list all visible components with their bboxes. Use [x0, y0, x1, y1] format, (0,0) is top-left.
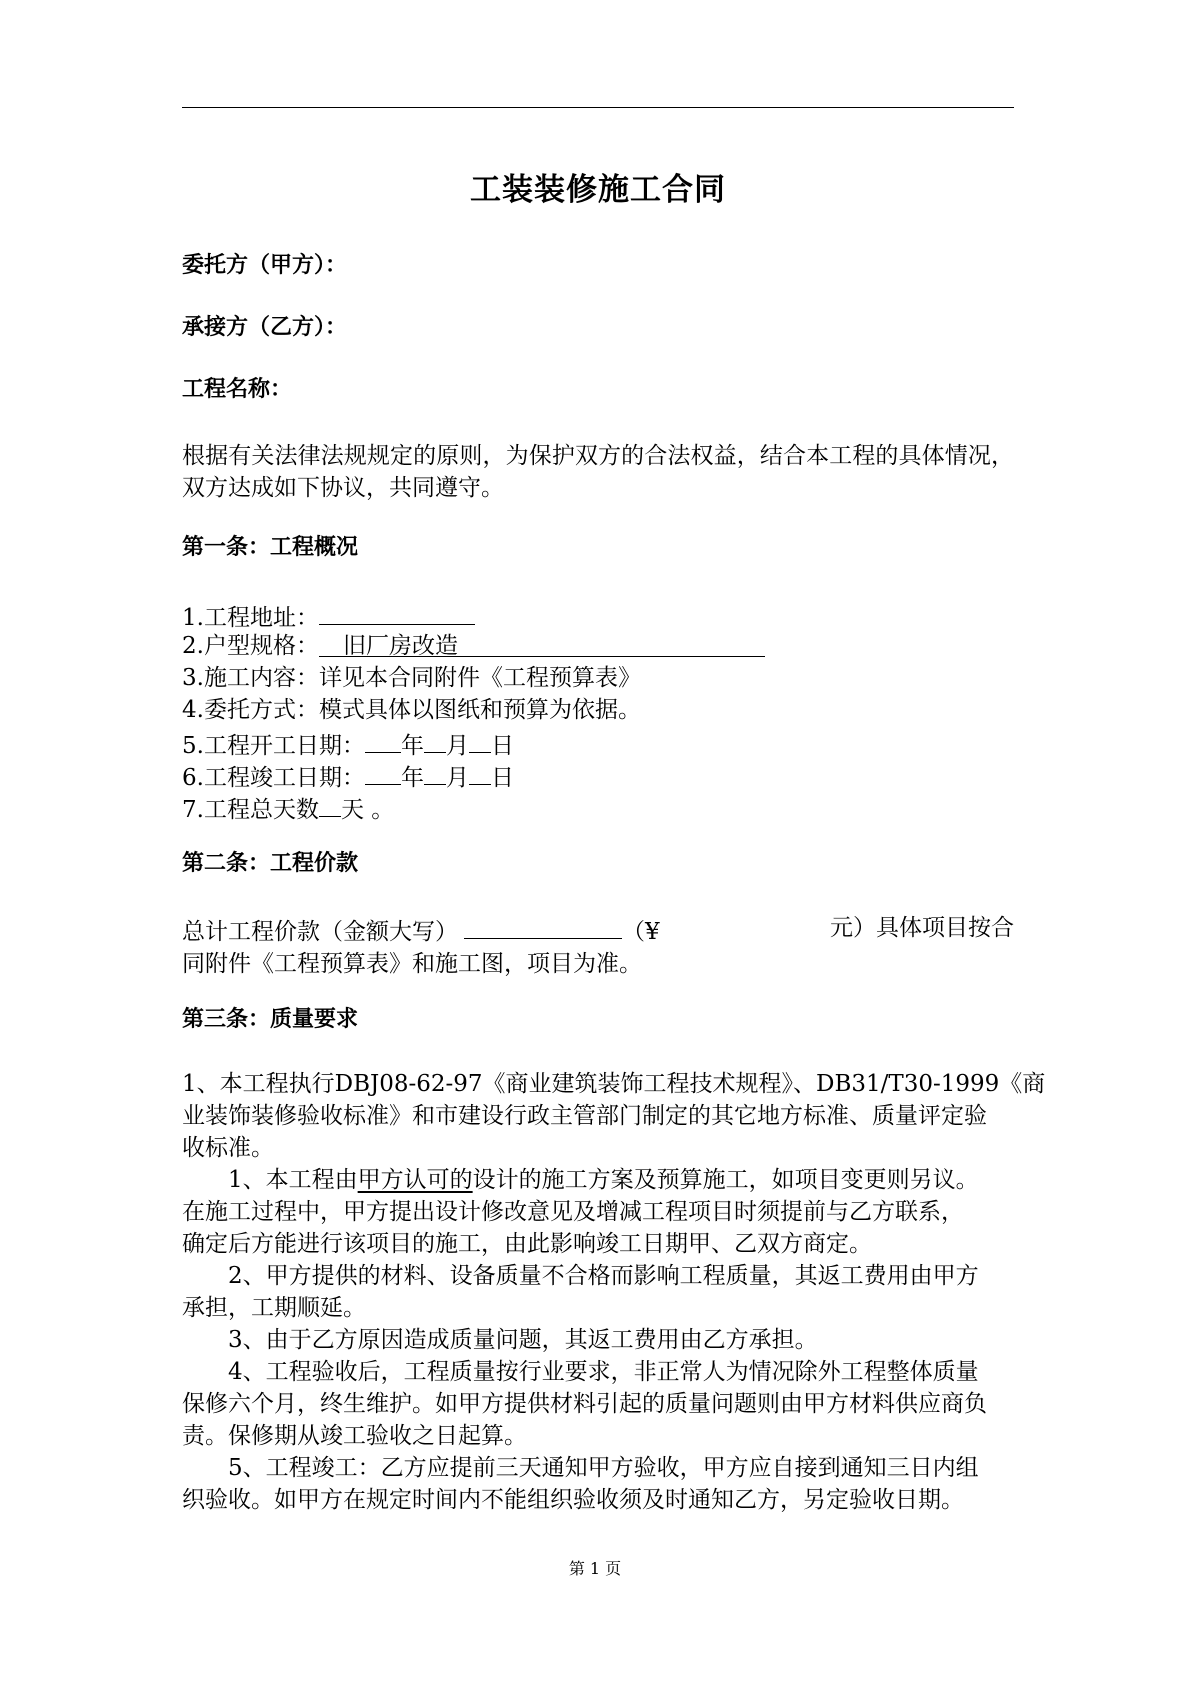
header-rule: [182, 107, 1014, 108]
price-yuan-open: （¥: [622, 919, 660, 945]
end-month-unit: 月: [445, 765, 469, 791]
start-year-unit: 年: [400, 733, 424, 759]
layout-blank: [319, 630, 765, 657]
article3-clauses: [182, 1068, 1046, 1516]
clause0-line2: 业装饰装修验收标准》和市建设行政主管部门制定的其它地方标准、质量评定验: [182, 1103, 987, 1129]
start-month-blank: [424, 726, 446, 753]
end-month-blank: [424, 758, 446, 785]
article2-paragraph: [182, 912, 1014, 980]
start-date-line: [182, 726, 1014, 758]
clause4-line2: 保修六个月，终生维护。如甲方提供材料引起的质量问题则由甲方材料供应商负: [182, 1391, 987, 1417]
start-day-unit: 日: [490, 733, 514, 759]
clause1-underlined: 甲方认可的: [357, 1167, 473, 1193]
layout-label: 2.户型规格：: [182, 633, 319, 659]
total-days-unit: 天 。: [340, 797, 395, 823]
clause3-line1: 3、由于乙方原因造成质量问题，其返工费用由乙方承担。: [228, 1327, 818, 1353]
clause5-line2: 织验收。如甲方在规定时间内不能组织验收须及时通知乙方，另定验收日期。: [182, 1487, 964, 1513]
content-line: 3.施工内容：详见本合同附件《工程预算表》: [182, 665, 641, 691]
price-line: [182, 912, 1014, 948]
end-day-blank: [469, 758, 491, 785]
article2-heading: 第二条：工程价款: [182, 851, 359, 876]
client-party-label: 委托方（甲方）：: [182, 253, 348, 278]
price-label: 总计工程价款（金额大写）: [182, 919, 458, 945]
mode-line: 4.委托方式：模式具体以图纸和预算为依据。: [182, 697, 641, 723]
preamble-paragraph: 根据有关法律法规规定的原则，为保护双方的合法权益，结合本工程的具体情况，双方达成如下协议，共同遵守。: [182, 443, 1014, 501]
document-title: 工装装修施工合同: [470, 172, 726, 208]
start-year-blank: [365, 726, 401, 753]
clause0-line3: 收标准。: [182, 1135, 274, 1161]
address-label: 1.工程地址：: [182, 605, 319, 631]
price-line-left: [182, 912, 660, 948]
clause2-line2: 承担，工期顺延。: [182, 1295, 366, 1321]
end-day-unit: 日: [490, 765, 514, 791]
article1-heading: 第一条：工程概况: [182, 535, 359, 560]
clause1-suffix: 设计的施工方案及预算施工，如项目变更则另议。: [472, 1167, 979, 1193]
address-blank: [319, 598, 475, 625]
clause5-line1: 5、工程竣工：乙方应提前三天通知甲方验收，甲方应自接到通知三日内组: [228, 1455, 979, 1481]
contractor-party-label: 承接方（乙方）：: [182, 315, 348, 340]
start-date-label: 5.工程开工日期：: [182, 733, 365, 759]
price-line-2: 同附件《工程预算表》和施工图，项目为准。: [182, 951, 642, 977]
clause1-line1: [182, 1164, 1014, 1196]
clause4-line1: 4、工程验收后，工程质量按行业要求，非正常人为情况除外工程整体质量: [228, 1359, 979, 1385]
price-amount-blank: [464, 912, 622, 939]
article1-list: [182, 598, 1014, 822]
layout-line: [182, 630, 1014, 662]
total-days-line: [182, 790, 1014, 822]
project-name-label: 工程名称：: [182, 377, 293, 402]
end-date-label: 6.工程竣工日期：: [182, 765, 365, 791]
total-days-label: 7.工程总天数: [182, 797, 319, 823]
start-day-blank: [469, 726, 491, 753]
end-year-blank: [365, 758, 401, 785]
address-line: [182, 598, 1014, 630]
end-year-unit: 年: [400, 765, 424, 791]
page-number: 第 1 页: [568, 1559, 622, 1578]
clause1-line3: 确定后方能进行该项目的施工，由此影响竣工日期甲、乙双方商定。: [182, 1231, 872, 1257]
total-days-blank: [319, 790, 341, 817]
start-month-unit: 月: [445, 733, 469, 759]
end-date-line: [182, 758, 1014, 790]
clause4-line3: 责。保修期从竣工验收之日起算。: [182, 1423, 527, 1449]
clause1-prefix: 1、本工程由: [228, 1167, 358, 1193]
clause0-line1: 1、本工程执行DBJ08-62-97《商业建筑装饰工程技术规程》、DB31/T30-1999《商: [182, 1071, 1046, 1097]
layout-value: 旧厂房改造: [342, 633, 458, 659]
price-yuan-close: 元）具体项目按合: [830, 915, 1014, 941]
clause1-line2: 在施工过程中，甲方提出设计修改意见及增减工程项目时须提前与乙方联系，: [182, 1199, 964, 1225]
clause2-line1: 2、甲方提供的材料、设备质量不合格而影响工程质量，其返工费用由甲方: [228, 1263, 979, 1289]
article3-heading: 第三条：质量要求: [182, 1007, 359, 1032]
